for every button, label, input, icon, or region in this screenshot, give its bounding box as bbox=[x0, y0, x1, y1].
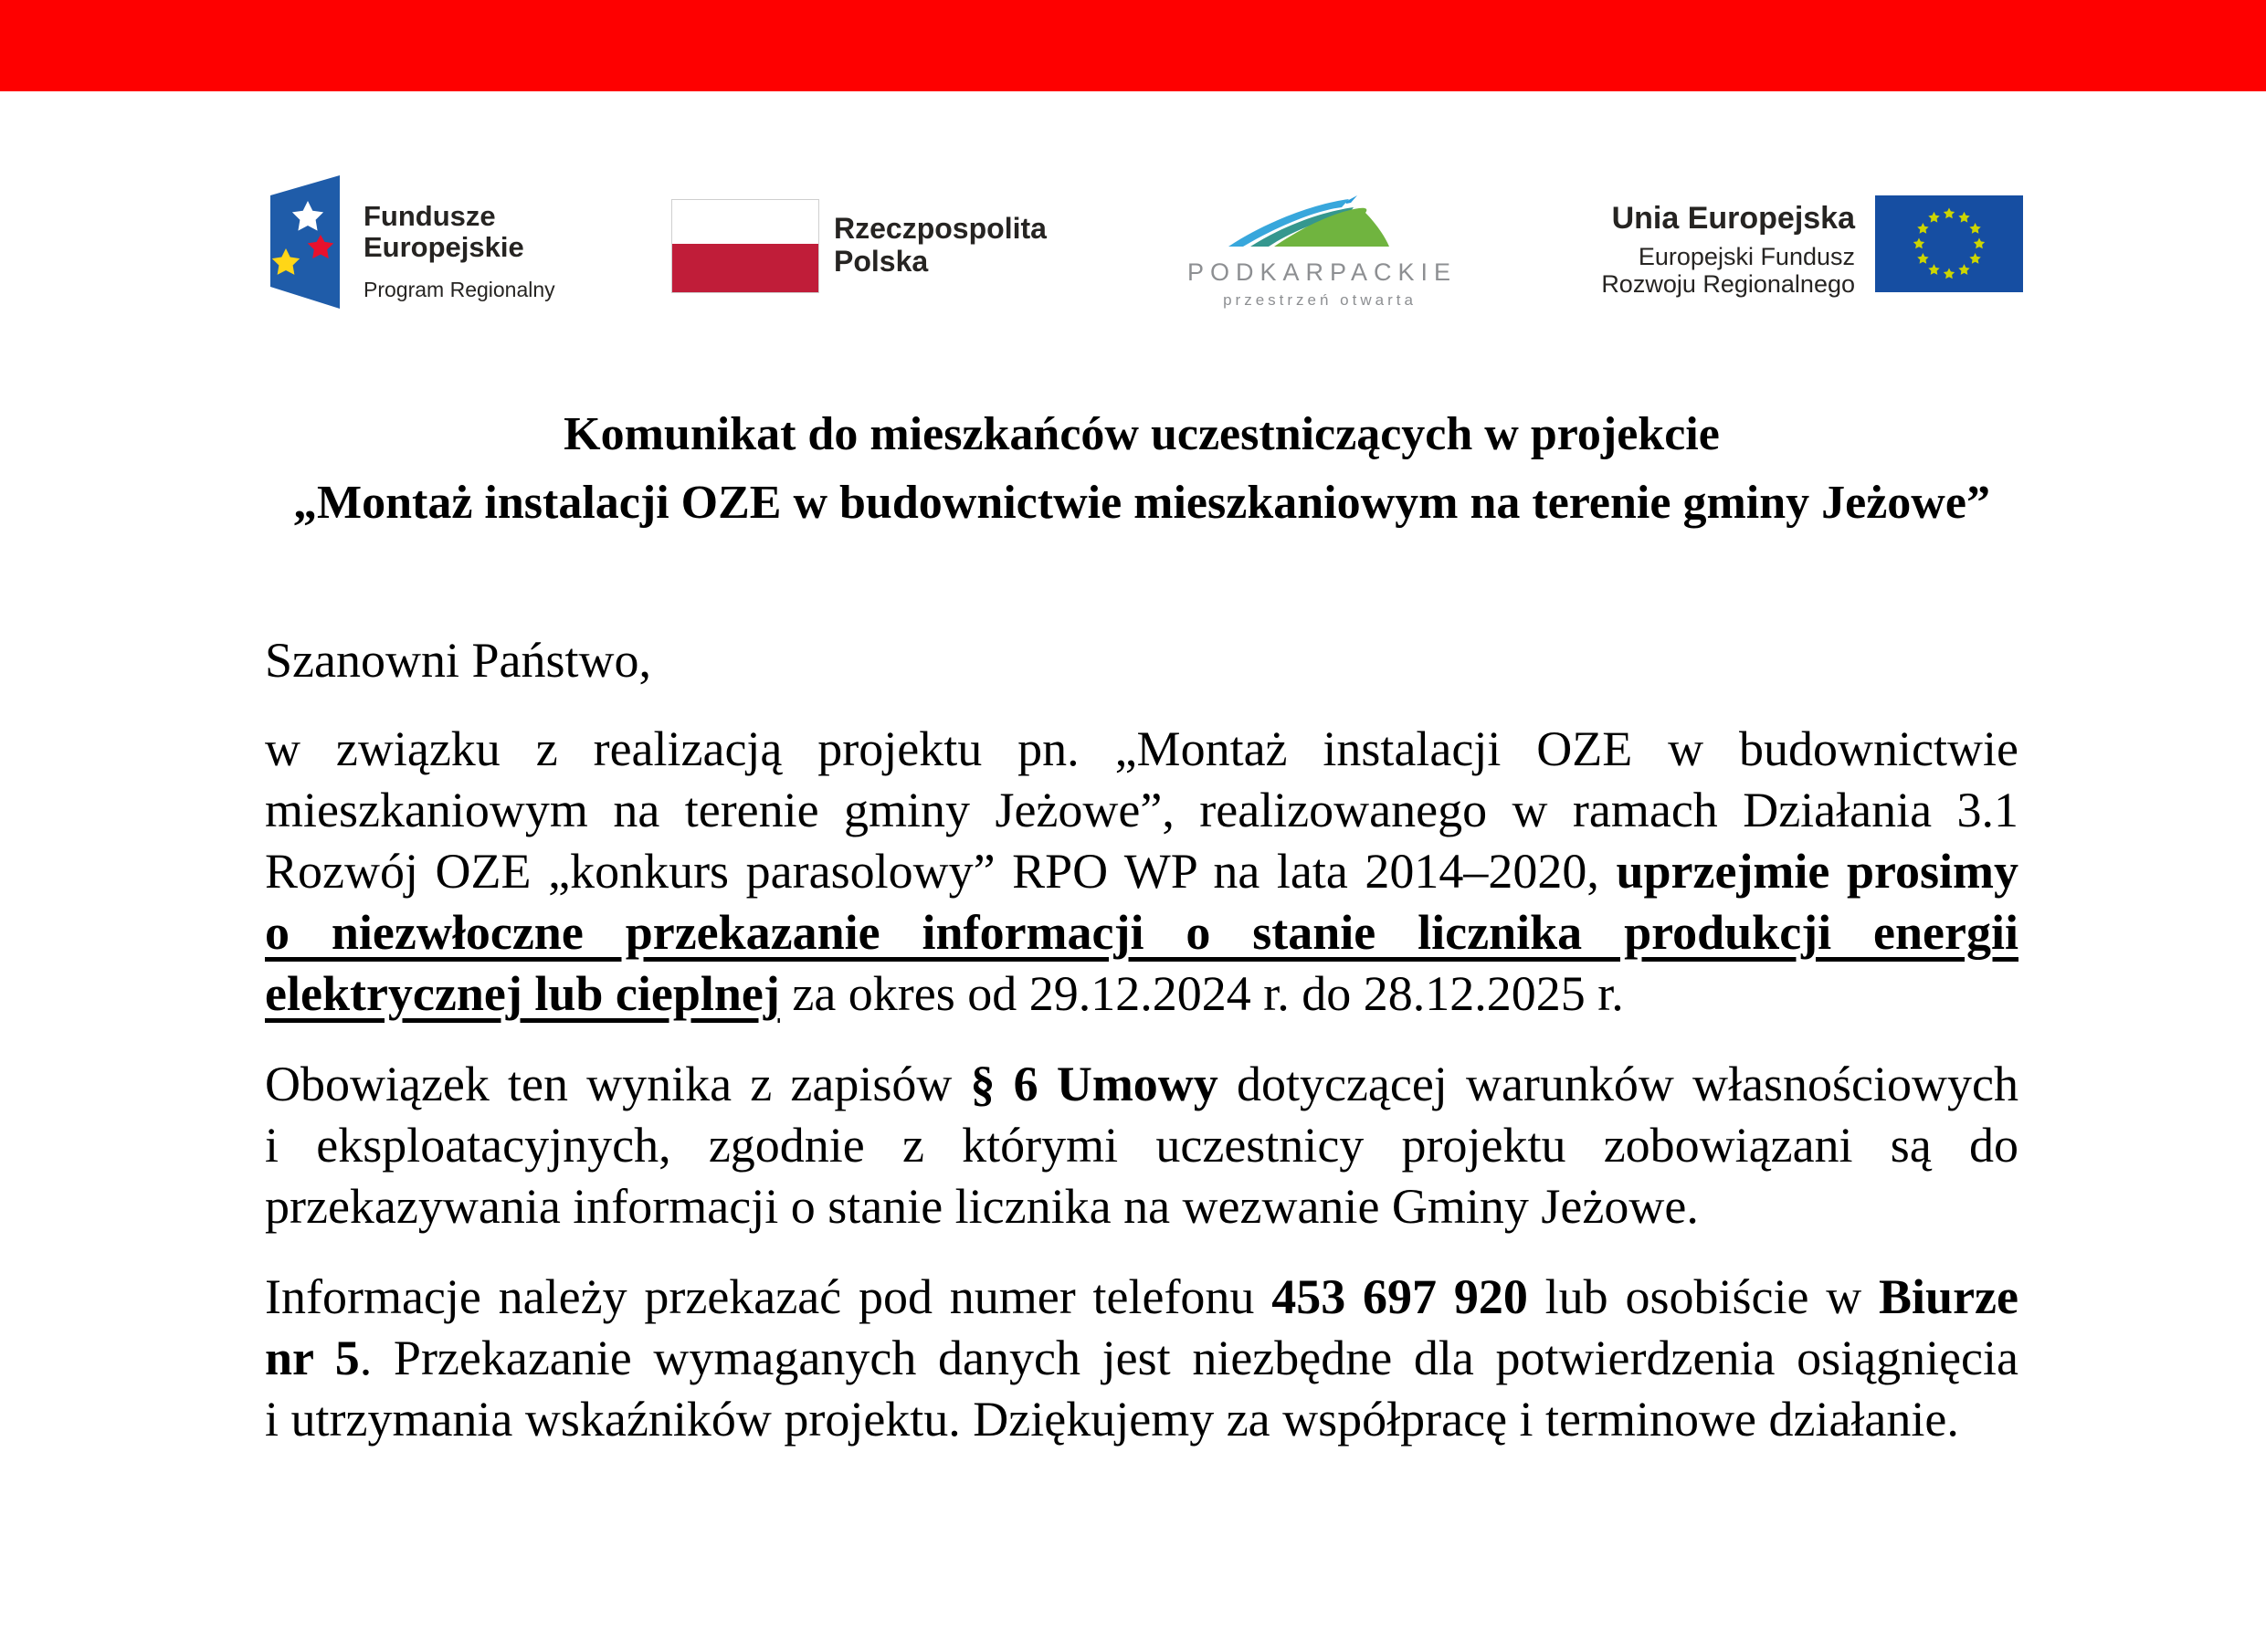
fundusze-europejskie-text bbox=[364, 201, 638, 302]
text-segment: i utrzymania wskaźników projektu. Dziękujemy za współpracę i terminowe działanie. bbox=[265, 1392, 1959, 1447]
text-segment: w związku z realizacją projektu pn. „Montaż instalacji OZE w budownictwie bbox=[265, 721, 2018, 776]
text-segment: mieszkaniowym na terenie gminy Jeżowe”, realizowanego w ramach Działania 3.1 bbox=[265, 783, 2018, 837]
document-body bbox=[265, 630, 2018, 1450]
text-segment: uprzejmie prosimy bbox=[1616, 844, 2018, 899]
poland-flag-icon bbox=[671, 199, 819, 293]
text-segment: za okres od 29.12.2024 r. do 28.12.2025 r. bbox=[779, 966, 1624, 1021]
text-segment: Biurze bbox=[1879, 1269, 2018, 1324]
text-line bbox=[265, 1267, 2018, 1328]
text-segment: dotyczącej warunków własnościowych bbox=[1217, 1057, 2018, 1111]
paragraph bbox=[265, 1267, 2018, 1450]
paragraph bbox=[265, 1054, 2018, 1237]
text-line bbox=[265, 1176, 2018, 1237]
logo-fundusze-europejskie bbox=[270, 175, 636, 312]
text-line bbox=[265, 1115, 2018, 1176]
text-segment: elektrycznej lub cieplnej bbox=[265, 966, 780, 1021]
fundusze-line2: Europejskie bbox=[364, 231, 524, 263]
greeting: Szanowni Państwo, bbox=[265, 633, 651, 688]
text-segment: . Przekazanie wymaganych danych jest niezbędne dla potwierdzenia osiągnięcia bbox=[359, 1331, 2018, 1385]
podkarpackie-name: PODKARPACKIE bbox=[1187, 258, 1458, 286]
text-segment: o niezwłoczne przekazanie informacji o stanie licznika produkcji energii bbox=[265, 905, 2018, 960]
podkarpackie-logo-icon bbox=[1228, 195, 1411, 248]
document-title bbox=[219, 400, 2064, 537]
fundusze-europejskie-flag-icon bbox=[270, 175, 340, 309]
text-segment: Rozwój OZE „konkurs parasolowy” RPO WP na lata 2014–2020, bbox=[265, 844, 1617, 899]
logo-rzeczpospolita-polska bbox=[671, 199, 1101, 300]
logo-podkarpackie bbox=[1187, 195, 1458, 310]
paragraph bbox=[265, 719, 2018, 1025]
body-paragraphs bbox=[265, 719, 2018, 1450]
top-red-bar bbox=[0, 0, 2266, 91]
text-segment: Informacje należy przekazać pod numer telefonu bbox=[265, 1269, 1272, 1324]
podkarpackie-tagline: przestrzeń otwarta bbox=[1223, 291, 1417, 309]
text-line bbox=[265, 719, 2018, 780]
polska-line2: Polska bbox=[834, 245, 929, 278]
text-segment: Obowiązek ten wynika z zapisów bbox=[265, 1057, 971, 1111]
polska-line1: Rzeczpospolita bbox=[834, 212, 1047, 245]
text-line bbox=[265, 1054, 2018, 1115]
fundusze-line1: Fundusze bbox=[364, 200, 496, 232]
title-line1: Komunikat do mieszkańców uczestniczących w projekcie bbox=[564, 408, 1720, 460]
text-line bbox=[265, 780, 2018, 841]
text-line bbox=[265, 841, 2018, 902]
unia-line3: Rozwoju Regionalnego bbox=[1601, 270, 1855, 298]
text-segment: § 6 Umowy bbox=[970, 1057, 1218, 1111]
text-line bbox=[265, 1328, 2018, 1389]
text-segment: lub osobiście w bbox=[1527, 1269, 1880, 1324]
text-line bbox=[265, 902, 2018, 963]
text-segment: przekazywania informacji o stanie licznika na wezwanie Gminy Jeżowe. bbox=[265, 1179, 1699, 1234]
unia-europejska-text bbox=[1601, 201, 1855, 298]
text-line bbox=[265, 963, 2018, 1025]
unia-line2: Europejski Fundusz bbox=[1638, 243, 1855, 270]
polska-text bbox=[834, 212, 1047, 278]
title-line2: „Montaż instalacji OZE w budownictwie mieszkaniowym na terenie gminy Jeżowe” bbox=[293, 477, 1990, 529]
unia-line1: Unia Europejska bbox=[1611, 201, 1855, 236]
text-line bbox=[265, 1389, 2018, 1450]
text-segment: i eksploatacyjnych, zgodnie z którymi uczestnicy projektu zobowiązani są do bbox=[265, 1118, 2018, 1173]
text-segment: nr 5 bbox=[265, 1331, 360, 1385]
fundusze-subtitle: Program Regionalny bbox=[364, 278, 555, 301]
text-segment: 453 697 920 bbox=[1271, 1269, 1528, 1324]
eu-flag-icon bbox=[1875, 195, 2023, 292]
